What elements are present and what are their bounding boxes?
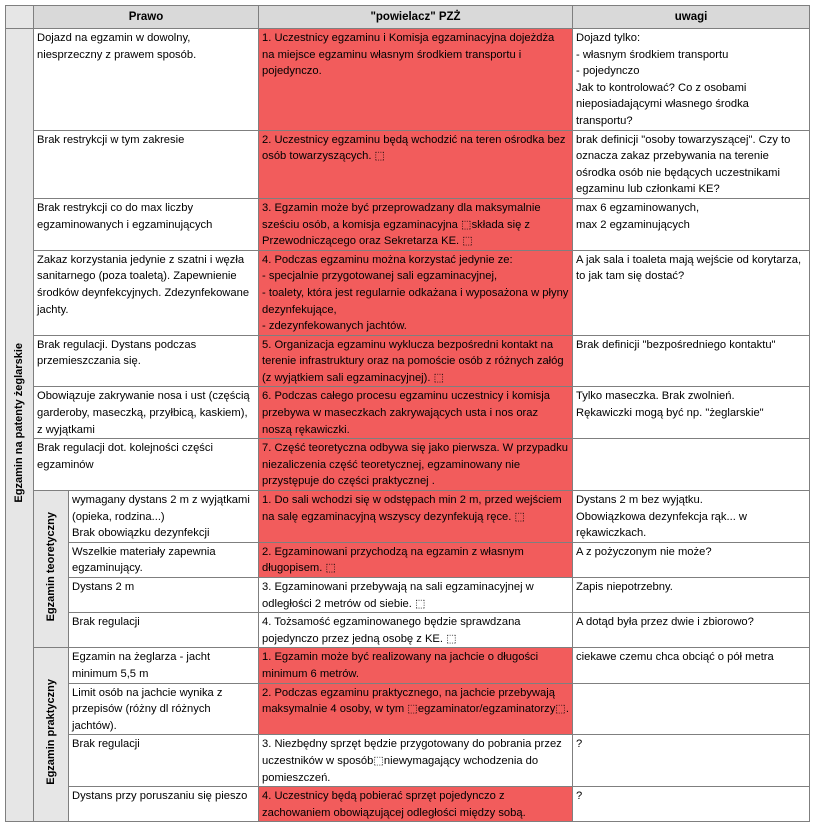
powielacz-cell: 2. Uczestnicy egzaminu będą wchodzić na teren ośrodka bez osób towarzyszących. ⬚ xyxy=(259,130,573,198)
teoretyczny-group-label: Egzamin teoretyczny xyxy=(34,491,69,648)
uwagi-cell: A dotąd była przez dwie i zbiorowo? xyxy=(573,613,810,648)
uwagi-cell: Tylko maseczka. Brak zwolnień. Rękawiczki mogą być np. "żeglarskie" xyxy=(573,387,810,439)
table-row xyxy=(6,683,810,735)
powielacz-cell: 6. Podczas całego procesu egzaminu uczestnicy i komisja przebywa w maseczkach zakrywających usta i nos oraz noszą rękawiczki. xyxy=(259,387,573,439)
powielacz-cell: 3. Egzaminowani przebywają na sali egzaminacyjnej w odległości 2 metrów od siebie. ⬚ xyxy=(259,578,573,613)
prawo-cell: Brak regulacji xyxy=(69,613,259,648)
powielacz-cell: 4. Uczestnicy będą pobierać sprzęt pojedynczo z zachowaniem obowiązującej odległości między sobą. xyxy=(259,787,573,822)
uwagi-cell: ? xyxy=(573,787,810,822)
header-prawo: Prawo xyxy=(34,6,259,29)
outer-group-label: Egzamin na patenty żeglarskie xyxy=(6,29,34,822)
uwagi-cell: Zapis niepotrzebny. xyxy=(573,578,810,613)
prawo-cell: wymagany dystans 2 m z wyjątkami (opieka, rodzina...) Brak obowiązku dezynfekcji xyxy=(69,491,259,543)
prawo-cell: Brak restrykcji w tym zakresie xyxy=(34,130,259,198)
uwagi-cell: brak definicji "osoby towarzyszącej". Czy to oznacza zakaz przebywania na terenie ośrodka osób nie będących uczestnikami egzaminu lub członkami KE? xyxy=(573,130,810,198)
prawo-cell: Brak regulacji xyxy=(69,735,259,787)
prawo-cell: Obowiązuje zakrywanie nosa i ust (częścią garderoby, maseczką, przyłbicą, kaskiem), z wyjątkami xyxy=(34,387,259,439)
prawo-cell: Zakaz korzystania jedynie z szatni i węzła sanitarnego (poza toaletą). Zapewnienie środków deynfekcyjnych. Zdezynfekowane jachty. xyxy=(34,250,259,335)
powielacz-cell: 4. Tożsamość egzaminowanego będzie sprawdzana pojedynczo przez jedną osobę z KE. ⬚ xyxy=(259,613,573,648)
powielacz-cell: 1. Uczestnicy egzaminu i Komisja egzaminacyjna dojeżdża na miejsce egzaminu własnym środkiem transportu i pojedynczo. xyxy=(259,29,573,131)
uwagi-cell: max 6 egzaminowanych, max 2 egzaminujących xyxy=(573,198,810,250)
table-row xyxy=(6,335,810,387)
uwagi-cell: Brak definicji "bezpośredniego kontaktu" xyxy=(573,335,810,387)
powielacz-cell: 3. Egzamin może być przeprowadzany dla maksymalnie sześciu osób, a komisja egzaminacyjna ⬚składa się z Przewodniczącego oraz Sekretarza KE. ⬚ xyxy=(259,198,573,250)
powielacz-cell: 1. Egzamin może być realizowany na jachcie o długości minimum 6 metrów. xyxy=(259,648,573,683)
table-row xyxy=(6,613,810,648)
table-row xyxy=(6,491,810,543)
table-row xyxy=(6,29,810,131)
corner-cell xyxy=(6,6,34,29)
table-row xyxy=(6,542,810,577)
table-row xyxy=(6,578,810,613)
table-row xyxy=(6,648,810,683)
prawo-cell: Egzamin na żeglarza - jacht minimum 5,5 m xyxy=(69,648,259,683)
prawo-cell: Brak restrykcji co do max liczby egzaminowanych i egzaminujących xyxy=(34,198,259,250)
table-row xyxy=(6,787,810,822)
table-row xyxy=(6,439,810,491)
prawo-cell: Limit osób na jachcie wynika z przepisów (różny dl różnych jachtów). xyxy=(69,683,259,735)
powielacz-cell: 4. Podczas egzaminu można korzystać jedynie ze: - specjalnie przygotowanej sali egzaminacyjnej, - toalety, która jest regularnie odkażana i wyposażona w płyny dezynfekujące, - zdezynfekowanych jachtów. xyxy=(259,250,573,335)
comparison-table xyxy=(5,5,810,822)
powielacz-cell: 2. Podczas egzaminu praktycznego, na jachcie przebywają maksymalnie 4 osoby, w tym ⬚egzaminator/egzaminatorzy⬚. xyxy=(259,683,573,735)
powielacz-cell: 7. Część teoretyczna odbywa się jako pierwsza. W przypadku niezaliczenia część teoretycznej, egzaminowany nie przystępuje do części praktycznej . xyxy=(259,439,573,491)
table-row xyxy=(6,387,810,439)
header-row xyxy=(6,6,810,29)
uwagi-cell: A jak sala i toaleta mają wejście od korytarza, to jak tam się dostać? xyxy=(573,250,810,335)
uwagi-cell: A z pożyczonym nie może? xyxy=(573,542,810,577)
praktyczny-group-label: Egzamin praktyczny xyxy=(34,648,69,822)
prawo-cell: Brak regulacji dot. kolejności części egzaminów xyxy=(34,439,259,491)
uwagi-cell: ? xyxy=(573,735,810,787)
powielacz-cell: 2. Egzaminowani przychodzą na egzamin z własnym długopisem. ⬚ xyxy=(259,542,573,577)
table-row xyxy=(6,198,810,250)
header-powielacz: "powielacz" PZŻ xyxy=(259,6,573,29)
powielacz-cell: 5. Organizacja egzaminu wyklucza bezpośredni kontakt na terenie infrastruktury oraz na pomoście osób z różnych załóg (z wyjątkiem sali egzaminacyjnej). ⬚ xyxy=(259,335,573,387)
powielacz-cell: 3. Niezbędny sprzęt będzie przygotowany do pobrania przez uczestników w sposób⬚niewymagający wchodzenia do pomieszczeń. xyxy=(259,735,573,787)
prawo-cell: Dystans 2 m xyxy=(69,578,259,613)
table-row xyxy=(6,250,810,335)
uwagi-cell: Dystans 2 m bez wyjątku. Obowiązkowa dezynfekcja rąk... w rękawiczkach. xyxy=(573,491,810,543)
uwagi-cell xyxy=(573,683,810,735)
prawo-cell: Dystans przy poruszaniu się pieszo xyxy=(69,787,259,822)
powielacz-cell: 1. Do sali wchodzi się w odstępach min 2 m, przed wejściem na salę egzaminacyjną wszyscy dezynfekują ręce. ⬚ xyxy=(259,491,573,543)
prawo-cell: Dojazd na egzamin w dowolny, niesprzeczny z prawem sposób. xyxy=(34,29,259,131)
table-row xyxy=(6,130,810,198)
uwagi-cell: ciekawe czemu chca obciąć o pół metra xyxy=(573,648,810,683)
table-row xyxy=(6,735,810,787)
uwagi-cell xyxy=(573,439,810,491)
uwagi-cell: Dojazd tylko: - własnym środkiem transportu - pojedynczo Jak to kontrolować? Co z osobami nieposiadającymi własnego środka transportu? xyxy=(573,29,810,131)
header-uwagi: uwagi xyxy=(573,6,810,29)
prawo-cell: Wszelkie materiały zapewnia egzaminujący. xyxy=(69,542,259,577)
prawo-cell: Brak regulacji. Dystans podczas przemieszczania się. xyxy=(34,335,259,387)
